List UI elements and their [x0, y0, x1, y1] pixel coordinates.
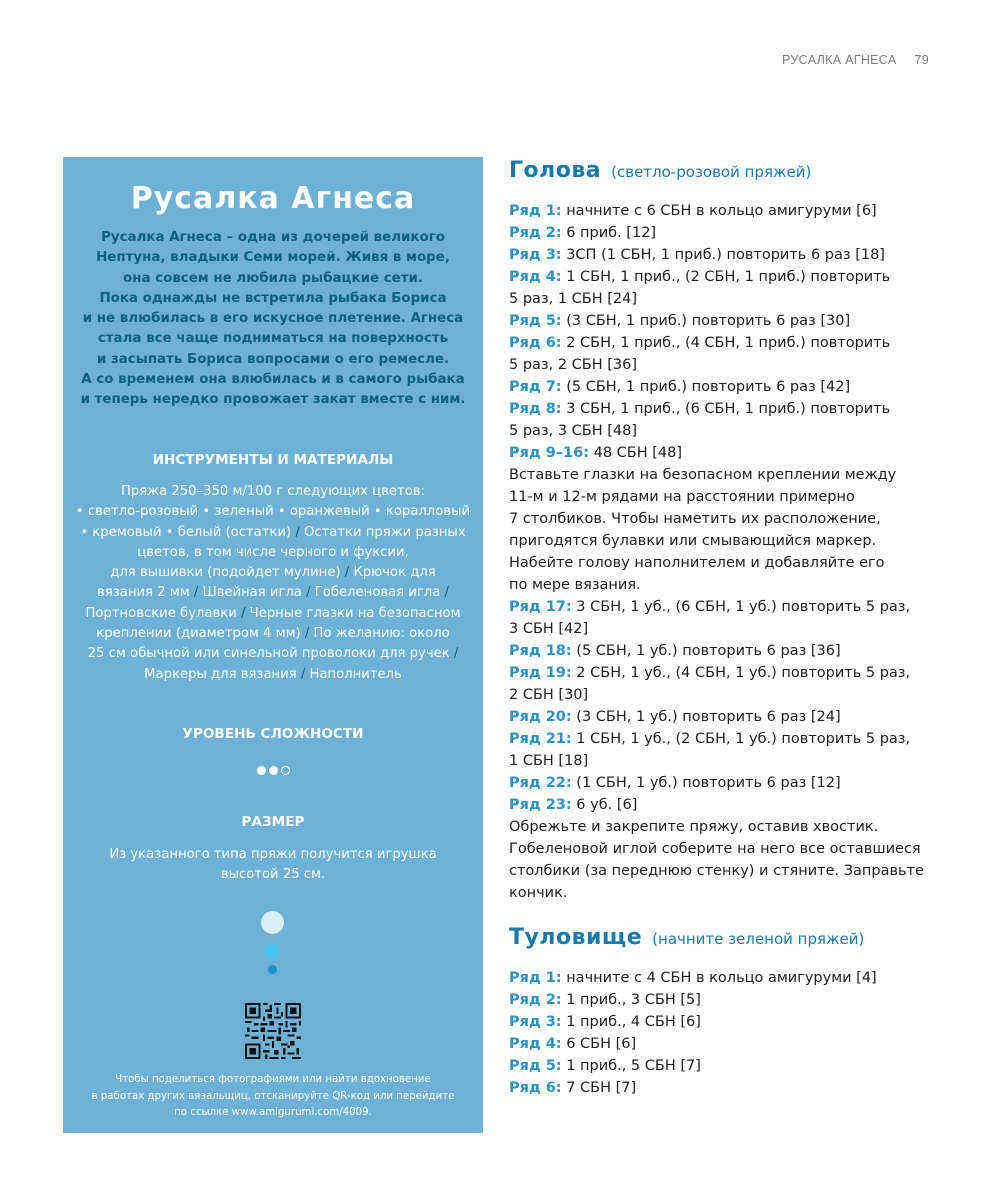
row-label: Ряд 6: [509, 335, 562, 351]
separator: / [300, 666, 306, 682]
row-text: 6 СБН [6] [561, 1036, 637, 1052]
row-label: Ряд 9–16: [509, 445, 590, 461]
row-text: (1 СБН, 1 уб.) повторить 6 раз [12] [571, 775, 841, 791]
instruction-line [509, 882, 939, 904]
intro-line: стала все чаще подниматься на поверхность [97, 331, 449, 347]
materials-text: 25 см обычной или синельной проволоки для ручек [87, 646, 454, 662]
materials-list [71, 482, 475, 685]
intro-line: и теперь нередко провожает закат вместе с ним. [80, 392, 466, 408]
instruction-line [509, 662, 939, 684]
materials-text: • светло-розовый • зеленый • оранжевый • коралловый [75, 504, 471, 520]
row-text: 1 приб., 4 СБН [6] [561, 1014, 701, 1030]
row-label: Ряд 20: [509, 709, 572, 725]
instruction-line [509, 640, 939, 662]
materials-text: Швейная игла [198, 585, 307, 601]
separator: / [295, 524, 300, 540]
section-title [509, 158, 939, 183]
row-text: 2 СБН [30] [509, 687, 589, 703]
row-text: 2 СБН, 1 уб., (4 СБН, 1 уб.) повторить 5 раз, [571, 665, 911, 681]
materials-line [71, 624, 475, 644]
intro-line: и засыпать Бориса вопросами о его ремесле. [96, 351, 450, 367]
section-heading: Голова [509, 158, 602, 183]
row-text: пригодятся булавки или смывающийся маркер. [509, 533, 877, 549]
instruction-line [509, 530, 939, 552]
instruction-line [509, 989, 939, 1011]
row-label: Ряд 1: [509, 970, 562, 986]
section-head [509, 158, 939, 904]
materials-text: Маркеры для вязания [144, 666, 301, 682]
row-text: 5 раз, 3 СБН [48] [509, 423, 638, 439]
separator: / [304, 626, 310, 642]
materials-text: Черные глазки на безопасном [245, 605, 461, 621]
instruction-line [509, 244, 939, 266]
running-title: РУСАЛКА АГНЕСА [782, 53, 897, 67]
section-note: (начните зеленой пряжей) [652, 930, 865, 948]
intro-text [75, 228, 471, 411]
instruction-line [509, 486, 939, 508]
row-text: 3 СБН, 1 уб., (6 СБН, 1 уб.) повторить 5 раз, [571, 599, 911, 615]
row-label: Ряд 5: [509, 1058, 562, 1074]
row-text: 7 столбиков. Чтобы наметить их расположение, [509, 511, 881, 527]
instruction-line [509, 200, 939, 222]
row-label: Ряд 2: [509, 225, 562, 241]
row-text: 1 СБН, 1 уб., (2 СБН, 1 уб.) повторить 5 раз, [571, 731, 911, 747]
materials-line [71, 502, 475, 522]
instruction-line [509, 794, 939, 816]
materials-text: креплении (диаметром 4 мм) [96, 626, 305, 642]
intro-line: Русалка Агнеса – одна из дочерей великого [101, 230, 445, 245]
intro-line: А со временем она влюбилась и в самого рыбака [81, 372, 465, 388]
difficulty-dot-filled-icon [257, 766, 266, 775]
materials-text: Наполнитель [305, 666, 402, 682]
row-text: 6 уб. [6] [571, 797, 638, 813]
materials-line [71, 665, 475, 685]
row-text: Гобеленовой иглой соберите на него все оставшиеся [509, 841, 921, 857]
separator: / [193, 585, 199, 601]
materials-text: цветов, в том числе черного и фуксии, [137, 544, 409, 560]
instruction-line [509, 376, 939, 398]
materials-line [71, 604, 475, 624]
materials-text: вязания 2 мм [97, 585, 194, 601]
instruction-line [509, 288, 939, 310]
row-text: 1 СБН [18] [509, 753, 589, 769]
difficulty-rating [63, 766, 483, 775]
separator: / [306, 585, 311, 601]
row-text: Набейте голову наполнителем и добавляйте его [509, 555, 885, 571]
row-label: Ряд 22: [509, 775, 572, 791]
materials-text: для вышивки (подойдет мулине) [110, 565, 345, 581]
row-label: Ряд 6: [509, 1080, 562, 1096]
row-text: Вставьте глазки на безопасном креплении между [509, 467, 897, 483]
instruction-line [509, 596, 939, 618]
intro-line: и не влюбилась в его искусное плетение. Агнеса [82, 311, 464, 327]
instruction-line [509, 508, 939, 530]
section-title [509, 925, 939, 950]
row-label: Ряд 23: [509, 797, 572, 813]
instruction-line [509, 684, 939, 706]
row-label: Ряд 4: [509, 1036, 562, 1052]
separator: / [453, 646, 459, 662]
row-label: Ряд 5: [509, 313, 562, 329]
row-text: (5 СБН, 1 приб.) повторить 6 раз [42] [561, 379, 851, 395]
materials-text: Пряжа 250–350 м/100 г следующих цветов: [120, 484, 425, 499]
instruction-line [509, 1033, 939, 1055]
instruction-line [509, 310, 939, 332]
intro-line: Пока однажды не встретила рыбака Бориса [99, 290, 447, 306]
separator: / [444, 585, 449, 601]
materials-text: По желанию: около [309, 626, 450, 642]
instruction-line [509, 464, 939, 486]
instruction-line [509, 398, 939, 420]
separator: / [344, 565, 350, 581]
materials-line [71, 482, 475, 502]
row-text: 3 СБН [42] [509, 621, 589, 637]
intro-line: она совсем не любила рыбацкие сети. [123, 270, 423, 286]
materials-line [71, 583, 475, 603]
row-label: Ряд 3: [509, 247, 562, 263]
instruction-line [509, 354, 939, 376]
row-text: 6 приб. [12] [561, 225, 657, 241]
size-line: высотой 25 см. [220, 867, 326, 883]
row-text: начните с 4 СБН в кольцо амигуруми [4] [561, 970, 877, 986]
section-body [509, 925, 939, 1099]
instruction-line [509, 618, 939, 640]
row-text: (5 СБН, 1 уб.) повторить 6 раз [36] [571, 643, 841, 659]
page-number: 79 [914, 53, 929, 67]
instruction-line [509, 772, 939, 794]
section-note: (светло-розовой пряжей) [611, 163, 812, 181]
materials-heading: ИНСТРУМЕНТЫ И МАТЕРИАЛЫ [152, 452, 394, 468]
materials-text: Гобеленовая игла [310, 585, 445, 601]
pattern-instructions [509, 158, 939, 1099]
row-text: 2 СБН, 1 приб., (4 СБН, 1 приб.) повторить [561, 335, 891, 351]
difficulty-heading: УРОВЕНЬ СЛОЖНОСТИ [182, 726, 364, 742]
instruction-line [509, 728, 939, 750]
row-text: 7 СБН [7] [561, 1080, 637, 1096]
materials-line [71, 644, 475, 664]
instruction-line [509, 967, 939, 989]
instruction-line [509, 574, 939, 596]
materials-text: • кремовый • белый (остатки) [80, 524, 296, 540]
footnote-line: Чтобы поделиться фотографиями или найти вдохновение [115, 1074, 431, 1085]
instruction-line [509, 1011, 939, 1033]
materials-text: Крючок для [349, 565, 436, 581]
materials-line [71, 563, 475, 583]
row-text: 48 СБН [48] [589, 445, 683, 461]
difficulty-dot-filled-icon [269, 766, 278, 775]
size-line: Из указанного типа пряжи получится игрушка [109, 847, 437, 862]
row-text: 5 раз, 1 СБН [24] [509, 291, 638, 307]
row-text: по мере вязания. [509, 577, 641, 593]
running-header [782, 53, 929, 67]
row-text: столбики (за переднюю стенку) и стяните. Заправьте [509, 863, 924, 879]
instruction-line [509, 222, 939, 244]
materials-line [71, 543, 475, 563]
materials-text: Портновские булавки [85, 605, 242, 621]
row-text: 1 приб., 3 СБН [5] [561, 992, 701, 1008]
bubble-medium-icon [265, 944, 279, 958]
sidebar-panel [63, 157, 483, 1133]
row-text: (3 СБН, 1 уб.) повторить 6 раз [24] [571, 709, 841, 725]
footnote-line: по ссылке www.amigurumi.com/4009. [174, 1107, 372, 1118]
row-text: 1 СБН, 1 приб., (2 СБН, 1 приб.) повторить [561, 269, 891, 285]
section-heading: Туловище [509, 925, 643, 950]
separator: / [241, 605, 246, 621]
row-text: начните с 6 СБН в кольцо амигуруми [6] [561, 203, 877, 219]
row-text: 5 раз, 2 СБН [36] [509, 357, 638, 373]
row-text: 11-м и 12-м рядами на расстоянии примерно [509, 489, 855, 505]
row-label: Ряд 2: [509, 992, 562, 1008]
instruction-line [509, 1055, 939, 1077]
row-text: (3 СБН, 1 приб.) повторить 6 раз [30] [561, 313, 851, 329]
footnote-line: в работах других вязальщиц, отсканируйте QR-код или перейдите [91, 1090, 455, 1102]
row-label: Ряд 8: [509, 401, 562, 417]
row-label: Ряд 21: [509, 731, 572, 747]
row-text: Обрежьте и закрепите пряжу, оставив хвостик. [509, 819, 879, 835]
row-label: Ряд 1: [509, 203, 562, 219]
instruction-line [509, 1077, 939, 1099]
intro-line: Нептуна, владыки Семи морей. Живя в море, [96, 250, 450, 266]
row-text: кончик. [509, 885, 568, 901]
row-label: Ряд 4: [509, 269, 562, 285]
row-text: 1 приб., 5 СБН [7] [561, 1058, 701, 1074]
row-text: 3 СБН, 1 приб., (6 СБН, 1 приб.) повторить [561, 401, 891, 417]
row-label: Ряд 18: [509, 643, 572, 659]
size-heading: РАЗМЕР [241, 814, 305, 830]
size-text [73, 845, 473, 886]
row-label: Ряд 17: [509, 599, 572, 615]
instruction-line [509, 552, 939, 574]
instruction-line [509, 860, 939, 882]
difficulty-dot-empty-icon [281, 766, 290, 775]
instruction-line [509, 420, 939, 442]
qr-footnote [73, 1072, 473, 1122]
instruction-line [509, 706, 939, 728]
row-label: Ряд 7: [509, 379, 562, 395]
instruction-line [509, 750, 939, 772]
row-label: Ряд 19: [509, 665, 572, 681]
row-label: Ряд 3: [509, 1014, 562, 1030]
bubble-large-icon [261, 911, 284, 934]
sidebar-title: Русалка Агнеса [130, 181, 416, 216]
instruction-line [509, 816, 939, 838]
materials-line [71, 523, 475, 543]
instruction-line [509, 442, 939, 464]
qr-code-icon[interactable] [245, 1003, 301, 1059]
materials-text: Остатки пряжи разных [299, 524, 466, 540]
instruction-line [509, 266, 939, 288]
bubble-small-icon [268, 965, 277, 974]
instruction-line [509, 332, 939, 354]
row-text: 3СП (1 СБН, 1 приб.) повторить 6 раз [18] [561, 247, 885, 263]
instruction-line [509, 838, 939, 860]
